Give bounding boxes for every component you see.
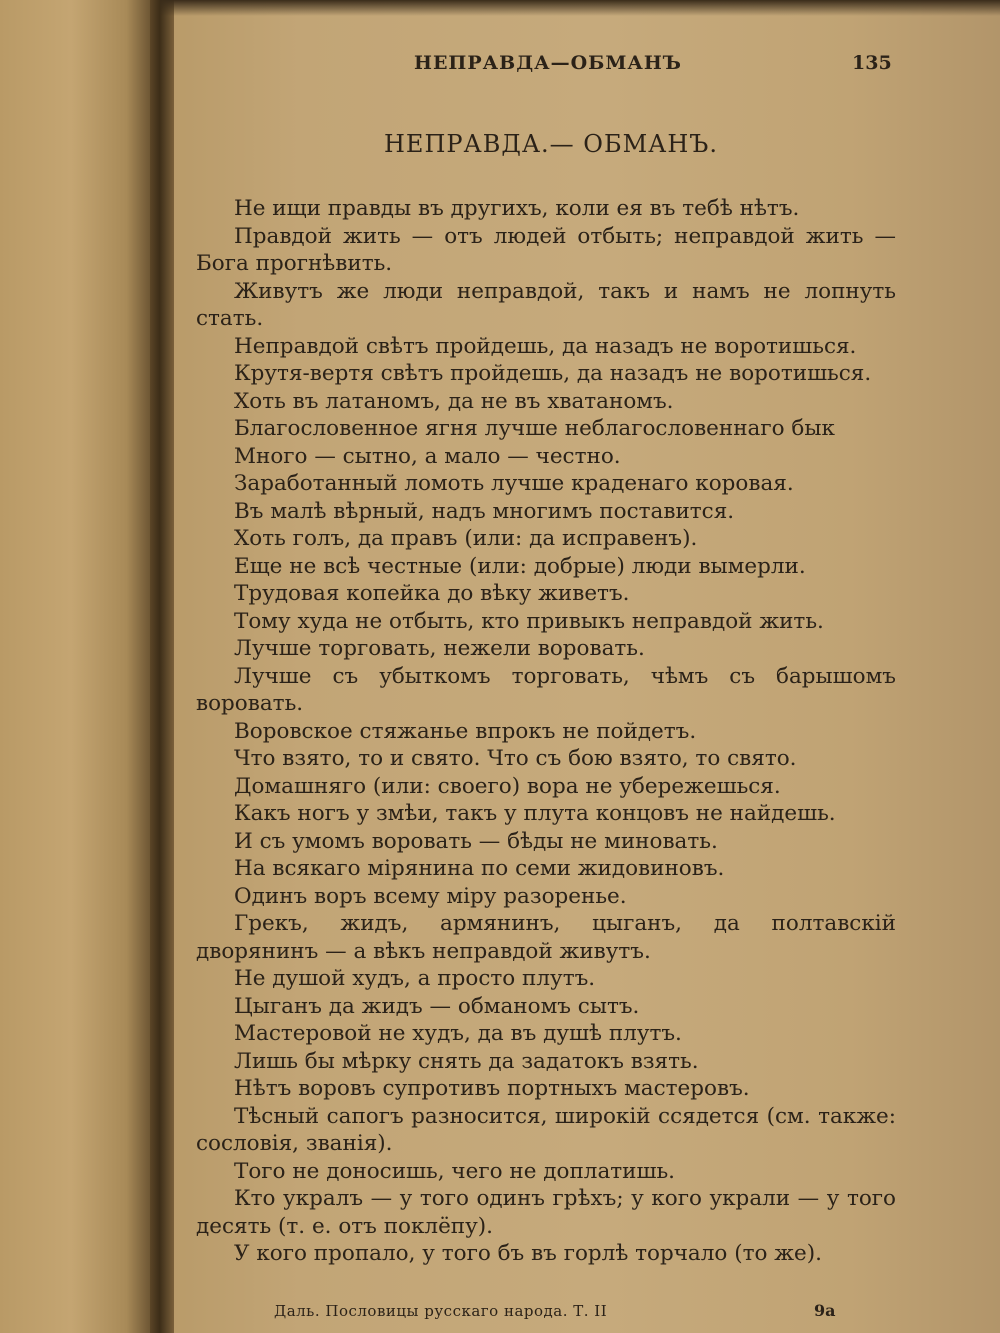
book-page bbox=[174, 0, 1000, 1333]
proverb-line: Грекъ, жидъ, армянинъ, цыганъ, да полтавскій дворянинъ — а вѣкъ неправдой живутъ. bbox=[196, 911, 896, 964]
proverb-line: Крутя-вертя свѣтъ пройдешь, да назадъ не воротишься. bbox=[234, 361, 872, 386]
proverb-line: Хоть голъ, да правъ (или: да исправенъ). bbox=[234, 526, 698, 551]
proverb-line: Лучше съ убыткомъ торговать, чѣмъ съ барышомъ воровать. bbox=[196, 663, 896, 716]
proverb-line: Много — сытно, а мало — честно. bbox=[234, 443, 621, 469]
proverb-line: Того не доносишь, чего не доплатишь. bbox=[234, 1158, 676, 1184]
footer-source: Даль. Пословицы русскаго народа. Т. II bbox=[274, 1302, 608, 1320]
proverb-line: На всякаго мірянина по семи жидовиновъ. bbox=[234, 856, 725, 881]
proverb-line: Кто укралъ — у того одинъ грѣхъ; у кого украли — у того десять (т. е. отъ поклёпу). bbox=[196, 1186, 896, 1239]
proverb-line: И съ умомъ воровать — бѣды не миновать. bbox=[234, 828, 718, 854]
proverb-line: Цыганъ да жидъ — обманомъ сытъ. bbox=[234, 993, 640, 1019]
proverb-line: Одинъ воръ всему міру разоренье. bbox=[234, 883, 627, 909]
proverb-line: Живутъ же люди неправдой, такъ и намъ не лопнуть стать. bbox=[196, 278, 896, 331]
proverb-line: Мастеровой не худъ, да въ душѣ плутъ. bbox=[234, 1021, 682, 1046]
chapter-title: НЕПРАВДА.— ОБМАНЪ. bbox=[384, 130, 718, 158]
proverb-line: Нѣтъ воровъ супротивъ портныхъ мастеровъ. bbox=[234, 1076, 750, 1101]
page-number: 135 bbox=[852, 52, 892, 74]
running-head: НЕПРАВДА—ОБМАНЪ bbox=[414, 52, 682, 74]
proverb-line: Воровское стяжанье впрокъ не пойдетъ. bbox=[234, 718, 697, 744]
proverb-line: Неправдой свѣтъ пройдешь, да назадъ не воротишься. bbox=[234, 333, 857, 359]
proverb-line: Лишь бы мѣрку снять да задатокъ взять. bbox=[234, 1048, 699, 1074]
proverb-line: Домашняго (или: своего) вора не убережешься. bbox=[234, 773, 781, 799]
proverb-list bbox=[196, 195, 896, 1268]
proverb-line: Что взято, то и свято. Что съ бою взято, то свято. bbox=[234, 746, 797, 771]
proverb-line: Заработанный ломоть лучше краденаго коровая. bbox=[234, 471, 794, 496]
proverb-line: Въ малѣ вѣрный, надъ многимъ поставится. bbox=[234, 498, 735, 524]
proverb-line: Хоть въ латаномъ, да не въ хватаномъ. bbox=[234, 388, 674, 414]
proverb-line: У кого пропало, у того бъ въ горлѣ торчало (то же). bbox=[234, 1241, 822, 1266]
footer-signature: 9а bbox=[814, 1301, 836, 1320]
proverb-line: Лучше торговать, нежели воровать. bbox=[234, 636, 645, 661]
proverb-line: Не ищи правды въ другихъ, коли ея въ тебѣ нѣтъ. bbox=[234, 196, 800, 221]
proverb-line: Тѣсный сапогъ разносится, широкій ссядется (см. также: сословія, званія). bbox=[196, 1103, 896, 1156]
proverb-line: Тому худа не отбыть, кто привыкъ неправдой жить. bbox=[234, 608, 824, 634]
proverb-line: Какъ ногъ у змѣи, такъ у плута концовъ не найдешь. bbox=[234, 801, 836, 826]
proverb-line: Не душой худъ, а просто плутъ. bbox=[234, 966, 596, 991]
proverb-line: Еще не всѣ честные (или: добрые) люди вымерли. bbox=[234, 553, 806, 579]
proverb-line: Трудовая копейка до вѣку живетъ. bbox=[234, 581, 630, 606]
proverb-line: Правдой жить — отъ людей отбыть; неправдой жить — Бога прогнѣвить. bbox=[196, 223, 896, 276]
book-gutter bbox=[150, 0, 174, 1333]
proverb-line: Благословенное ягня лучше неблагословеннаго бык bbox=[234, 416, 835, 441]
facing-page-edge bbox=[0, 0, 158, 1333]
